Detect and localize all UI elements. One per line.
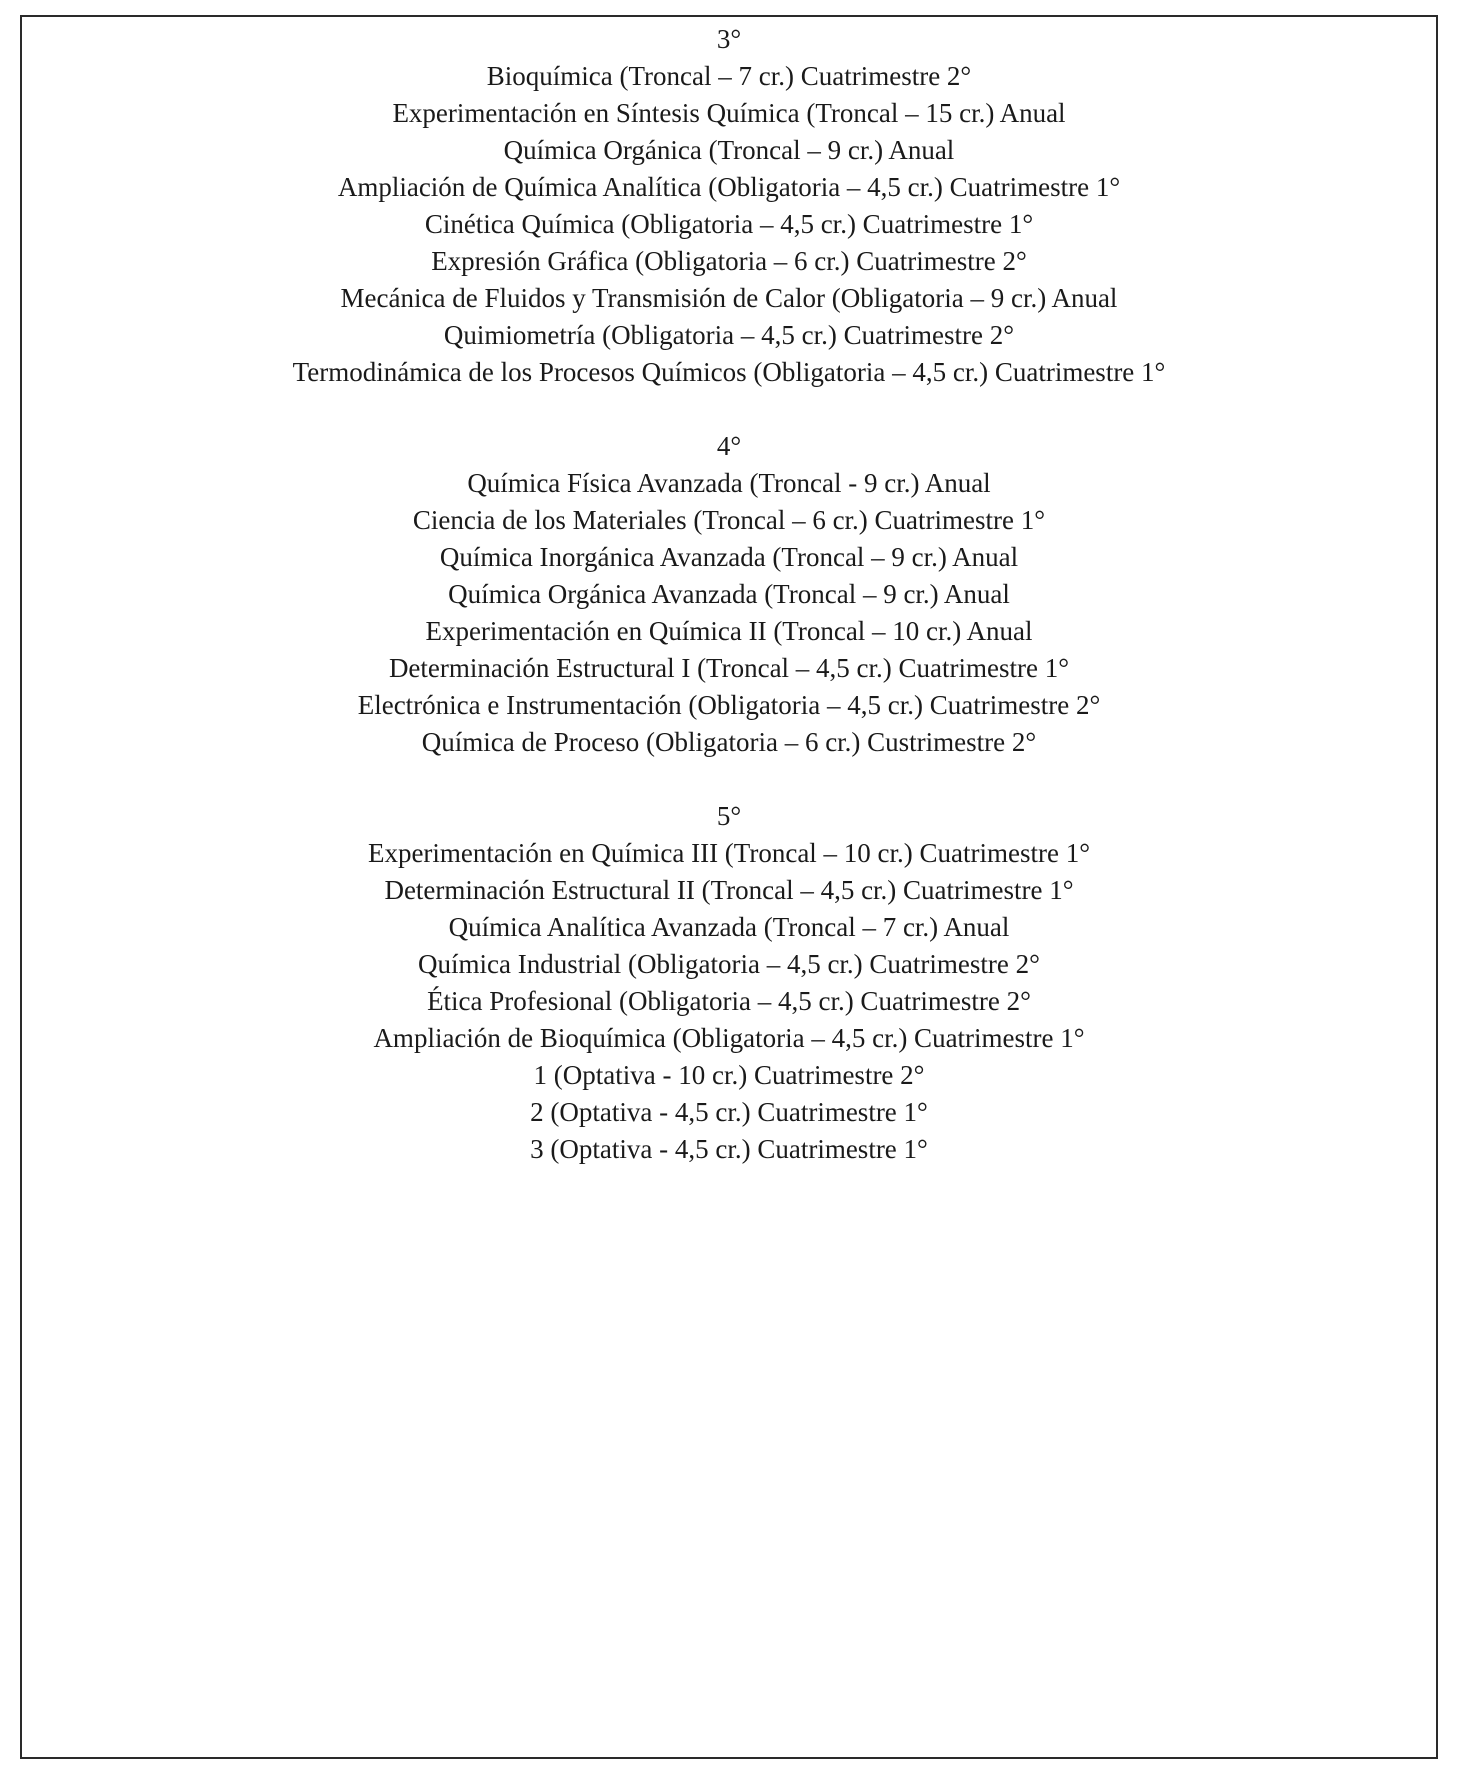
course-item: Química Física Avanzada (Troncal - 9 cr.) Anual — [467, 468, 991, 498]
course-item: Química Industrial (Obligatoria – 4,5 cr.) Cuatrimestre 2° — [418, 949, 1040, 979]
course-item: Mecánica de Fluidos y Transmisión de Calor (Obligatoria – 9 cr.) Anual — [340, 283, 1118, 313]
course-item: Química de Proceso (Obligatoria – 6 cr.) Custrimestre 2° — [421, 727, 1037, 757]
document-frame — [20, 15, 1438, 1759]
course-item: Expresión Gráfica (Obligatoria – 6 cr.) Cuatrimestre 2° — [431, 246, 1027, 276]
course-item: Bioquímica (Troncal – 7 cr.) Cuatrimestre 2° — [486, 61, 972, 91]
course-item: Termodinámica de los Procesos Químicos (Obligatoria – 4,5 cr.) Cuatrimestre 1° — [292, 357, 1166, 387]
course-item: Química Orgánica (Troncal – 9 cr.) Anual — [503, 135, 955, 165]
year-heading: 3° — [716, 24, 742, 54]
course-item: Electrónica e Instrumentación (Obligatoria – 4,5 cr.) Cuatrimestre 2° — [357, 690, 1101, 720]
course-list — [22, 21, 1436, 1168]
course-item: Ampliación de Bioquímica (Obligatoria – 4,5 cr.) Cuatrimestre 1° — [373, 1023, 1085, 1053]
course-item: Determinación Estructural I (Troncal – 4,5 cr.) Cuatrimestre 1° — [388, 653, 1070, 683]
course-item: Química Analítica Avanzada (Troncal – 7 cr.) Anual — [448, 912, 1010, 942]
year-4-section — [22, 428, 1436, 761]
course-item: Experimentación en Química III (Troncal – 10 cr.) Cuatrimestre 1° — [367, 838, 1091, 868]
course-item: Determinación Estructural II (Troncal – 4,5 cr.) Cuatrimestre 1° — [384, 875, 1074, 905]
course-item: Experimentación en Química II (Troncal – 10 cr.) Anual — [425, 616, 1033, 646]
course-item: 3 (Optativa - 4,5 cr.) Cuatrimestre 1° — [530, 1134, 928, 1164]
course-item: Quimiometría (Obligatoria – 4,5 cr.) Cuatrimestre 2° — [443, 320, 1015, 350]
year-heading: 4° — [716, 431, 742, 461]
course-item: Cinética Química (Obligatoria – 4,5 cr.) Cuatrimestre 1° — [424, 209, 1034, 239]
course-item: Ética Profesional (Obligatoria – 4,5 cr.) Cuatrimestre 2° — [427, 986, 1031, 1016]
year-3-section — [22, 21, 1436, 391]
course-item: Ampliación de Química Analítica (Obligatoria – 4,5 cr.) Cuatrimestre 1° — [337, 172, 1121, 202]
course-item: Ciencia de los Materiales (Troncal – 6 cr.) Cuatrimestre 1° — [412, 505, 1046, 535]
year-5-section — [22, 798, 1436, 1168]
course-item: 2 (Optativa - 4,5 cr.) Cuatrimestre 1° — [530, 1097, 928, 1127]
course-item: Experimentación en Síntesis Química (Troncal – 15 cr.) Anual — [392, 98, 1066, 128]
course-item: 1 (Optativa - 10 cr.) Cuatrimestre 2° — [533, 1060, 925, 1090]
course-item: Química Orgánica Avanzada (Troncal – 9 cr.) Anual — [448, 579, 1010, 609]
year-heading: 5° — [716, 801, 742, 831]
course-item: Química Inorgánica Avanzada (Troncal – 9 cr.) Anual — [439, 542, 1019, 572]
